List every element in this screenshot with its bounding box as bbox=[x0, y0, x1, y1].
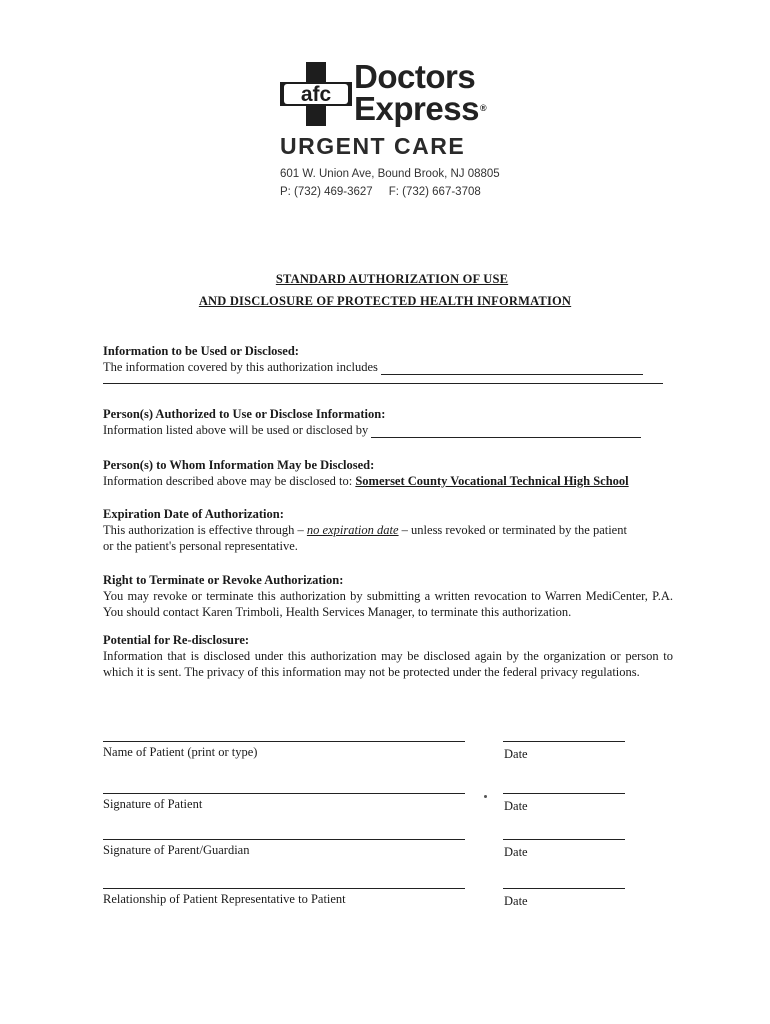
clinic-contact bbox=[280, 186, 481, 198]
section-persons-to-whom bbox=[103, 457, 673, 489]
doctors-express-logo bbox=[274, 56, 524, 160]
clinic-phone: P: (732) 469-3627 bbox=[280, 186, 373, 198]
signature-row-label: Signature of Patient bbox=[103, 797, 203, 811]
signature-row-representative-relationship bbox=[103, 888, 633, 912]
information-included-field-line2[interactable] bbox=[103, 375, 663, 384]
date-label: Date bbox=[504, 747, 528, 761]
trademark-symbol: ® bbox=[479, 103, 487, 113]
expiration-value: no expiration date bbox=[306, 523, 399, 537]
patient-name-date-field[interactable] bbox=[503, 741, 625, 742]
section-heading: Right to Terminate or Revoke Authorization: bbox=[103, 573, 344, 587]
section-paragraph: You may revoke or terminate this authorization by submitting a written revocation to Warren MediCenter, P.A. You should contact Karen Trimboli, Health Services Manager, to terminate this authorization. bbox=[103, 589, 673, 619]
urgent-care-tagline: URGENT CARE bbox=[280, 133, 466, 159]
section-text: The information covered by this authorization includes bbox=[103, 360, 378, 374]
date-label: Date bbox=[504, 799, 528, 813]
brand-name-express: Express bbox=[354, 90, 479, 127]
section-heading: Person(s) to Whom Information May be Disclosed: bbox=[103, 458, 375, 472]
signature-row-label: Signature of Parent/Guardian bbox=[103, 843, 250, 857]
section-heading: Information to be Used or Disclosed: bbox=[103, 344, 299, 358]
section-heading: Potential for Re-disclosure: bbox=[103, 633, 250, 647]
patient-name-field[interactable] bbox=[103, 741, 465, 742]
section-redisclosure bbox=[103, 632, 673, 680]
guardian-signature-field[interactable] bbox=[103, 839, 465, 840]
signature-row-label: Name of Patient (print or type) bbox=[103, 745, 258, 759]
form-title-line1: STANDARD AUTHORIZATION OF USE bbox=[275, 272, 509, 286]
section-heading: Expiration Date of Authorization: bbox=[103, 507, 284, 521]
date-label: Date bbox=[504, 894, 528, 908]
section-text-line bbox=[103, 359, 673, 375]
section-right-to-terminate bbox=[103, 572, 673, 620]
expiration-text-before: This authorization is effective through – bbox=[103, 523, 304, 537]
clinic-address: 601 W. Union Ave, Bound Brook, NJ 08805 bbox=[280, 168, 500, 180]
section-heading: Person(s) Authorized to Use or Disclose Information: bbox=[103, 407, 386, 421]
section-text-line bbox=[103, 522, 673, 538]
representative-relationship-date-field[interactable] bbox=[503, 888, 625, 889]
afc-mark-text: afc bbox=[300, 83, 332, 106]
signature-row-label: Relationship of Patient Representative to Patient bbox=[103, 892, 346, 906]
afc-logo-icon bbox=[280, 62, 352, 126]
expiration-text-after: – unless revoked or terminated by the patient bbox=[401, 523, 627, 537]
section-text-line bbox=[103, 473, 673, 489]
recipient-name: Somerset County Vocational Technical High School bbox=[355, 474, 629, 488]
authorized-person-field[interactable] bbox=[371, 425, 641, 438]
patient-signature-date-field[interactable] bbox=[503, 793, 625, 794]
form-title-line2: AND DISCLOSURE OF PROTECTED HEALTH INFORMATION bbox=[198, 294, 572, 308]
information-included-field[interactable] bbox=[381, 362, 643, 375]
brand-name-line1: Doctors bbox=[354, 58, 476, 95]
representative-relationship-field[interactable] bbox=[103, 888, 465, 889]
clinic-fax: F: (732) 667-3708 bbox=[388, 186, 481, 198]
section-text: Information described above may be disclosed to: bbox=[103, 474, 353, 488]
date-label: Date bbox=[504, 845, 528, 859]
brand-name-line2 bbox=[354, 92, 486, 125]
signature-row-guardian-signature bbox=[103, 839, 633, 863]
section-persons-authorized bbox=[103, 406, 673, 438]
section-information-used bbox=[103, 343, 673, 384]
section-paragraph: Information that is disclosed under this authorization may be disclosed again by the organization or person to which it is sent. The privacy of this information may not be protected under the federal privacy regulations. bbox=[103, 649, 673, 679]
section-text: Information listed above will be used or disclosed by bbox=[103, 423, 369, 437]
guardian-signature-date-field[interactable] bbox=[503, 839, 625, 840]
signature-row-patient-name bbox=[103, 741, 633, 765]
patient-signature-field[interactable] bbox=[103, 793, 465, 794]
expiration-text-line2: or the patient's personal representative. bbox=[103, 539, 298, 553]
signature-row-patient-signature bbox=[103, 793, 633, 817]
section-expiration bbox=[103, 506, 673, 554]
section-text-line bbox=[103, 422, 673, 438]
